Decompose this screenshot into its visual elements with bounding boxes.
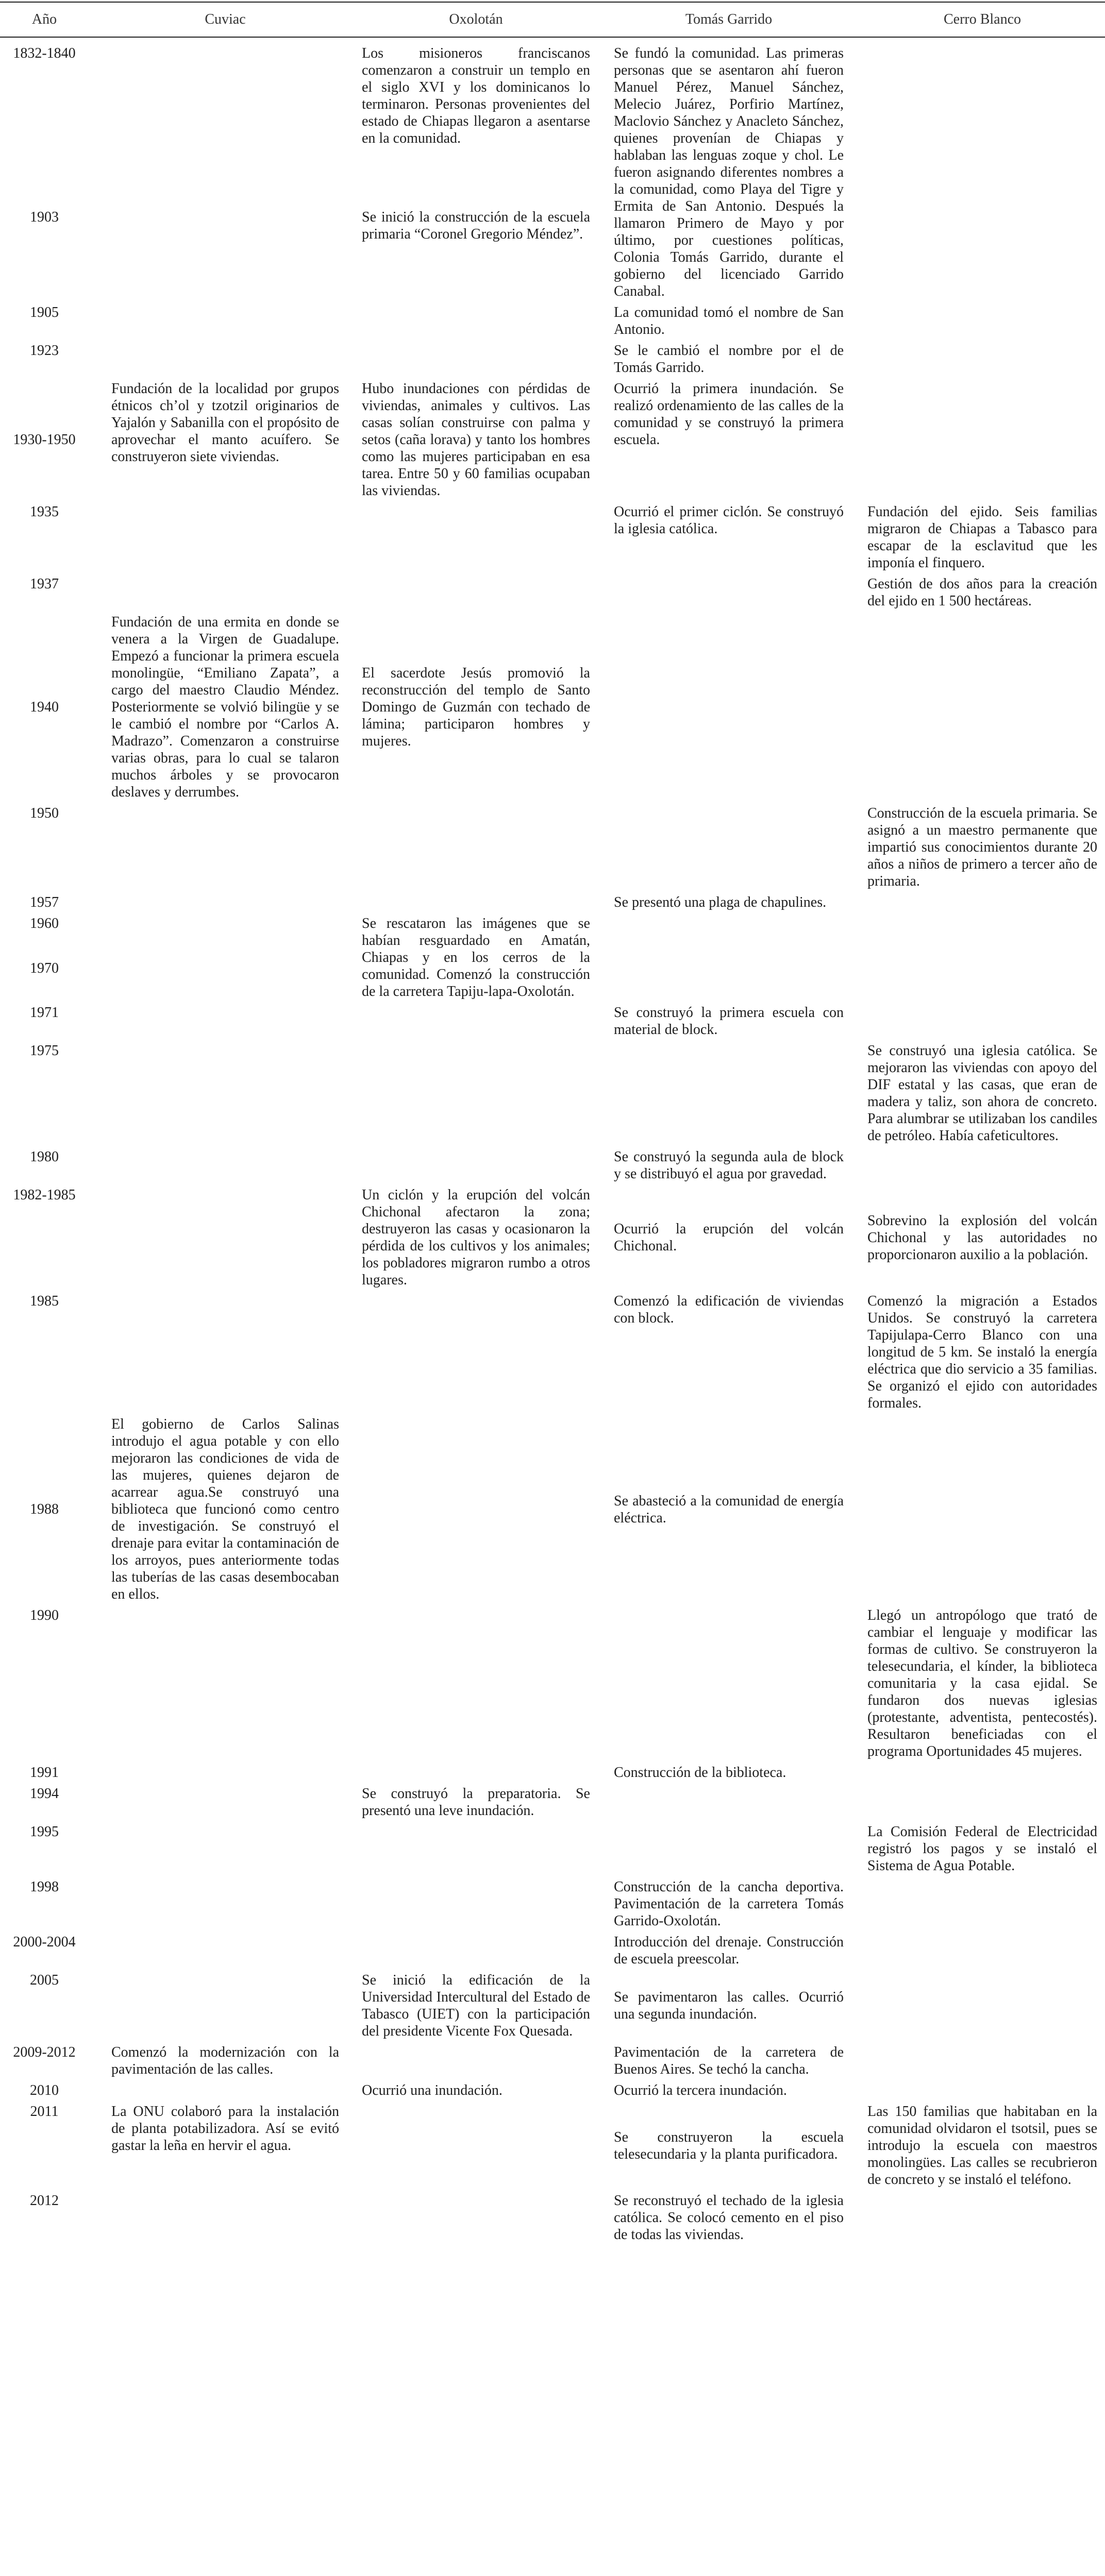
year-cell: 1994 [30,1786,59,1802]
oxolotan-cell: Un ciclón y la erupción del volcán Chichonal afectaron la zona; destruyeron las casas y ocasionaron la pérdida de los cultivos y los animales; los pobladores migraron rumbo a otros lugares. [362,1187,590,1288]
oxolotan-cell: Ocurrió una inundación. [362,2082,503,2098]
cuviac-cell: Comenzó la modernización con la pavimentación de las calles. [111,2044,339,2077]
year-cell: 1957 [30,894,59,910]
tomas-garrido-cell: Se abasteció a la comunidad de energía eléctrica. [614,1493,844,1526]
year-cell: 1991 [30,1765,59,1781]
year-cell: 1935 [30,504,59,520]
year-cell: 2012 [30,2193,59,2209]
cuviac-cell: El gobierno de Carlos Salinas introdujo el agua potable y con ello mejoraron las condiciones de vida de las mujeres, quienes dejaron de acarrear agua.Se construyó una biblioteca que funcionó como centro de investigación. Se construyó el drenaje para evitar la contaminación de los arroyos, pues anteriormente todas las tuberías de las casas desembocaban en ellos. [111,1416,339,1602]
tomas-garrido-cell: Introducción del drenaje. Construcción de escuela preescolar. [614,1934,844,1967]
year-cell: 1985 [30,1293,59,1309]
tomas-garrido-cell: La comunidad tomó el nombre de San Antonio. [614,304,844,337]
year-cell: 2011 [30,2104,59,2120]
header-cuviac: Cuviac [205,11,246,27]
oxolotan-cell: Hubo inundaciones con pérdidas de viviendas, animales y cultivos. Las casas solían construirse con palma y setos (caña lorava) y tanto los hombres como las mujeres participaban en esa tarea. Entre 50 y 60 familias ocupaban las viviendas. [362,381,590,499]
year-cell: 1903 [30,209,59,225]
cerro-blanco-cell: Construcción de la escuela primaria. Se asignó a un maestro permanente que impartió sus conocimientos durante 20 años a niños de primero a tercer año de primaria. [867,805,1097,889]
year-cell: 1937 [30,576,59,592]
tomas-garrido-cell: Comenzó la edificación de viviendas con block. [614,1293,844,1326]
cerro-blanco-cell: Llegó un antropólogo que trató de cambiar el lenguaje y modificar las formas de cultivo. Se construyeron la telesecundaria, el kínder, la biblioteca comunitaria y la casa ejidal. Se fundaron dos nuevas iglesias (protestante, adventista, pentecostés). Resultaron beneficiadas con el programa Oportunidades 45 mujeres. [867,1607,1097,1759]
year-cell: 1923 [30,343,59,359]
cuviac-cell: Fundación de una ermita en donde se venera a la Virgen de Guadalupe. Empezó a funcionar la primera escuela monolingüe, “Emiliano Zapata”, a cargo del maestro Claudio Méndez. Posteriormente se volvió bilingüe y se le cambió el nombre por “Carlos A. Madrazo”. Comenzaron a construirse varias obras, para lo cual se talaron muchos árboles y se provocaron deslaves y derrumbes. [111,614,339,800]
header-oxolotan: Oxolotán [449,11,503,27]
tomas-garrido-cell: Se construyó la segunda aula de block y se distribuyó el agua por gravedad. [614,1149,844,1182]
year-cell: 2005 [30,1972,59,1988]
cerro-blanco-cell: Se construyó una iglesia católica. Se mejoraron las viviendas con apoyo del DIF estatal y las casas, que eran de madera y taliz, son ahora de concreto. Para alumbrar se utilizaban los candiles de petróleo. Había cafeticultores. [867,1043,1097,1144]
tomas-garrido-cell: Se fundó la comunidad. Las primeras personas que se asentaron ahí fueron Manuel Pérez, Manuel Sánchez, Melecio Juárez, Porfirio Martínez, Maclovio Sánchez y Anacleto Sánchez, quienes provenían de Chiapas y hablaban las lenguas zoque y chol. Le fueron asignando diferentes nombres a la comunidad, como Playa del Tigre y Ermita de San Antonio. Después la llamaron Primero de Mayo y por último, por cuestiones políticas, Colonia Tomás Garrido, durante el gobierno del licenciado Garrido Canabal. [614,45,844,299]
tomas-garrido-cell: Se pavimentaron las calles. Ocurrió una segunda inundación. [614,1989,844,2022]
year-cell: 1975 [30,1043,59,1059]
tomas-garrido-cell: Se reconstruyó el techado de la iglesia católica. Se colocó cemento en el piso de todas las viviendas. [614,2193,844,2243]
header-tomas-garrido: Tomás Garrido [685,11,773,27]
oxolotan-cell: Se inició la edificación de la Universidad Intercultural del Estado de Tabasco (UIET) con la participación del presidente Vicente Fox Quesada. [362,1972,590,2039]
header-cerro-blanco: Cerro Blanco [943,11,1022,27]
tomas-garrido-cell: Construcción de la cancha deportiva. Pavimentación de la carretera Tomás Garrido-Oxolotán. [614,1879,844,1929]
cerro-blanco-cell: Gestión de dos años para la creación del ejido en 1 500 hectáreas. [867,576,1097,609]
tomas-garrido-cell: Construcción de la biblioteca. [614,1765,786,1781]
cuviac-cell: Fundación de la localidad por grupos étnicos ch’ol y tzotzil originarios de Yajalón y Sabanilla con el propósito de aprovechar el manto acuífero. Se construyeron siete viviendas. [111,381,339,465]
tomas-garrido-cell: Se le cambió el nombre por el de Tomás Garrido. [614,343,844,376]
year-cell: 1980 [30,1149,59,1165]
year-cell: 1988 [30,1501,59,1517]
year-cell: 1950 [30,805,59,821]
cerro-blanco-cell: Fundación del ejido. Seis familias migraron de Chiapas a Tabasco para escapar de la esclavitud que les imponía el finquero. [867,504,1097,571]
oxolotan-cell: Se construyó la preparatoria. Se presentó una leve inundación. [362,1786,590,1819]
tomas-garrido-cell: Pavimentación de la carretera de Buenos Aires. Se techó la cancha. [614,2044,844,2077]
cuviac-cell: La ONU colaboró para la instalación de planta potabilizadora. Así se evitó gastar la leña en hervir el agua. [111,2104,339,2154]
year-cell: 1832-1840 [13,45,76,61]
year-cell: 1982-1985 [13,1187,76,1203]
year-cell: 2000-2004 [13,1934,76,1950]
table-body [0,38,1105,2253]
year-cell: 1971 [30,1005,59,1021]
oxolotan-cell: El sacerdote Jesús promovió la reconstrucción del templo de Santo Domingo de Guzmán con techado de lámina; participaron hombres y mujeres. [362,665,590,749]
year-cell: 1990 [30,1607,59,1623]
table-header [0,2,1105,38]
year-cell: 1970 [30,960,59,976]
cerro-blanco-cell: Sobrevino la explosión del volcán Chichonal y las autoridades no proporcionaron auxilio a la población. [867,1212,1097,1263]
tomas-garrido-cell: Ocurrió la tercera inundación. [614,2082,787,2098]
header-year: Año [31,11,57,27]
oxolotan-cell: Se rescataron las imágenes que se habían resguardado en Amatán, Chiapas y en los cerros de la comunidad. Comenzó la construcción de la carretera Tapiju-lapa-Oxolotán. [362,916,590,999]
year-cell: 1995 [30,1824,59,1840]
year-cell: 2010 [30,2082,59,2098]
tomas-garrido-cell: Se construyeron la escuela telesecundaria y la planta purificadora. [614,2129,844,2162]
year-cell: 1930-1950 [13,432,76,448]
year-cell: 1905 [30,304,59,320]
year-cell: 2009-2012 [13,2044,76,2060]
year-cell: 1940 [30,699,59,715]
oxolotan-cell: Los misioneros franciscanos comenzaron a construir un templo en el siglo XVI y los dominicanos lo terminaron. Personas provenientes del estado de Chiapas llegaron a asentarse en la comunidad. [362,45,590,146]
tomas-garrido-cell: Se presentó una plaga de chapulines. [614,894,827,910]
cerro-blanco-cell: La Comisión Federal de Electricidad registró los pagos y se instaló el Sistema de Agua Potable. [867,1824,1097,1874]
year-cell: 1998 [30,1879,59,1895]
tomas-garrido-cell: Se construyó la primera escuela con material de block. [614,1005,844,1038]
cerro-blanco-cell: Comenzó la migración a Estados Unidos. Se construyó la carretera Tapijulapa-Cerro Blanco con una longitud de 5 km. Se instaló la energía eléctrica que dio servicio a 35 familias. Se organizó el ejido con autoridades formales. [867,1293,1097,1411]
year-cell: 1960 [30,916,59,931]
tomas-garrido-cell: Ocurrió la primera inundación. Se realizó ordenamiento de las calles de la comunidad y se construyó la primera escuela. [614,381,844,448]
cerro-blanco-cell: Las 150 familias que habitaban en la comunidad olvidaron el tsotsil, pues se introdujo la escuela con maestros monolingües. Las calles se recubrieron de concreto y se instaló el teléfono. [867,2104,1097,2188]
oxolotan-cell: Se inició la construcción de la escuela primaria “Coronel Gregorio Méndez”. [362,209,590,242]
tomas-garrido-cell: Ocurrió el primer ciclón. Se construyó la iglesia católica. [614,504,844,537]
tomas-garrido-cell: Ocurrió la erupción del volcán Chichonal. [614,1221,844,1254]
